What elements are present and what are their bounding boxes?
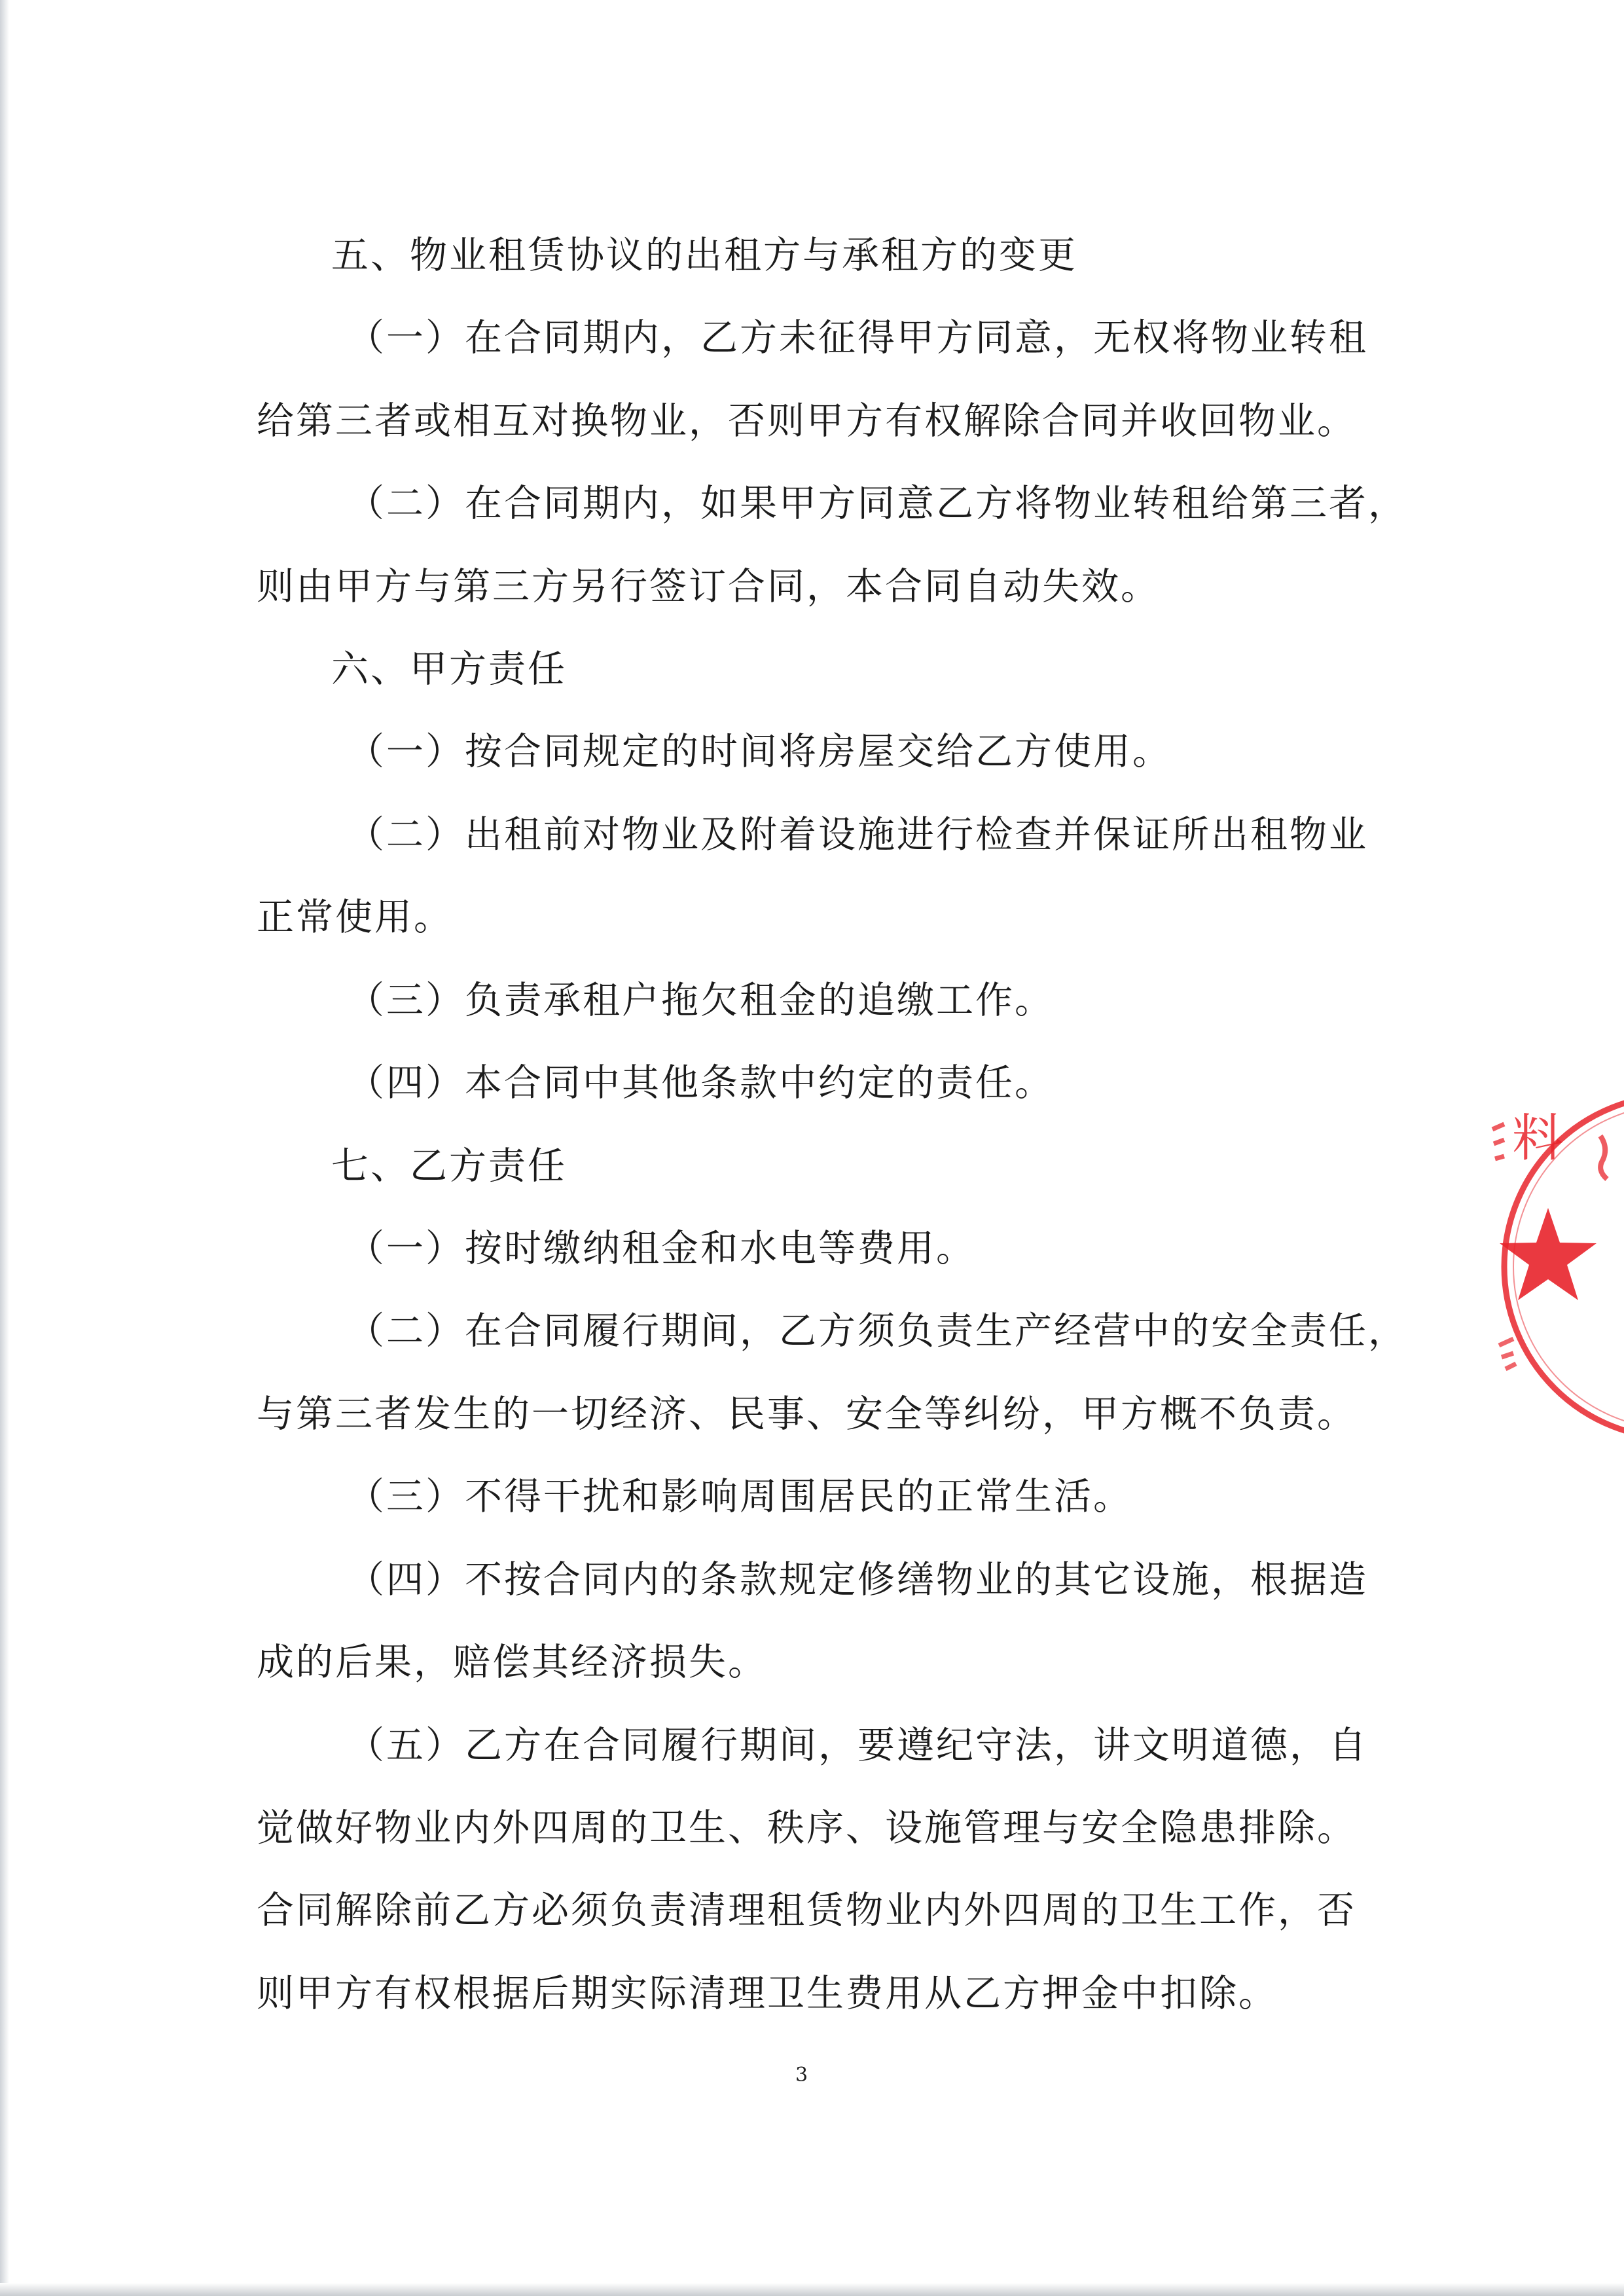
clause-line: （三）不得干扰和影响周围居民的正常生活。 — [347, 1475, 1132, 1518]
section-heading: 六、甲方责任 — [331, 647, 567, 691]
clause-line: （四）本合同中其他条款中约定的责任。 — [347, 1061, 1054, 1104]
clause-line: （三）负责承租户拖欠租金的追缴工作。 — [347, 979, 1054, 1022]
red-seal-stamp — [1486, 1084, 1624, 1450]
seal-graphic — [1486, 1084, 1624, 1450]
clause-line: （一）按时缴纳租金和水电等费用。 — [347, 1227, 975, 1270]
page-number: 3 — [795, 2064, 808, 2086]
clause-line: （二）在合同履行期间，乙方须负责生产经营中的安全责任， — [347, 1309, 1407, 1353]
clause-line: 合同解除前乙方必须负责清理租赁物业内外四周的卫生工作，否 — [257, 1889, 1356, 1932]
section-heading: 五、物业租赁协议的出租方与承租方的变更 — [331, 234, 1077, 277]
page-edge-shadow — [0, 0, 9, 2296]
clause-line: 给第三者或相互对换物业，否则甲方有权解除合同并收回物业。 — [257, 399, 1356, 443]
seal-character: 料 — [1512, 1109, 1564, 1168]
clause-line: 与第三者发生的一切经济、民事、安全等纠纷，甲方概不负责。 — [257, 1393, 1356, 1436]
page-bottom-edge — [0, 2283, 1624, 2296]
clause-line: 则由甲方与第三方另行签订合同，本合同自动失效。 — [257, 565, 1160, 608]
clause-line: 则甲方有权根据后期实际清理卫生费用从乙方押金中扣除。 — [257, 1972, 1278, 2015]
clause-line: （一）在合同期内，乙方未征得甲方同意，无权将物业转租 — [347, 316, 1368, 359]
clause-line: 成的后果，赔偿其经济损失。 — [257, 1641, 767, 1684]
clause-line: （一）按合同规定的时间将房屋交给乙方使用。 — [347, 730, 1172, 773]
section-heading: 七、乙方责任 — [331, 1144, 567, 1188]
clause-line: （五）乙方在合同履行期间，要遵纪守法，讲文明道德，自 — [347, 1724, 1368, 1767]
clause-line: 正常使用。 — [257, 896, 453, 939]
clause-line: （二）在合同期内，如果甲方同意乙方将物业转租给第三者， — [347, 482, 1407, 525]
clause-line: 觉做好物业内外四周的卫生、秩序、设施管理与安全隐患排除。 — [257, 1806, 1356, 1850]
clause-line: （二）出租前对物业及附着设施进行检查并保证所出租物业 — [347, 813, 1368, 856]
clause-line: （四）不按合同内的条款规定修缮物业的其它设施，根据造 — [347, 1558, 1368, 1601]
